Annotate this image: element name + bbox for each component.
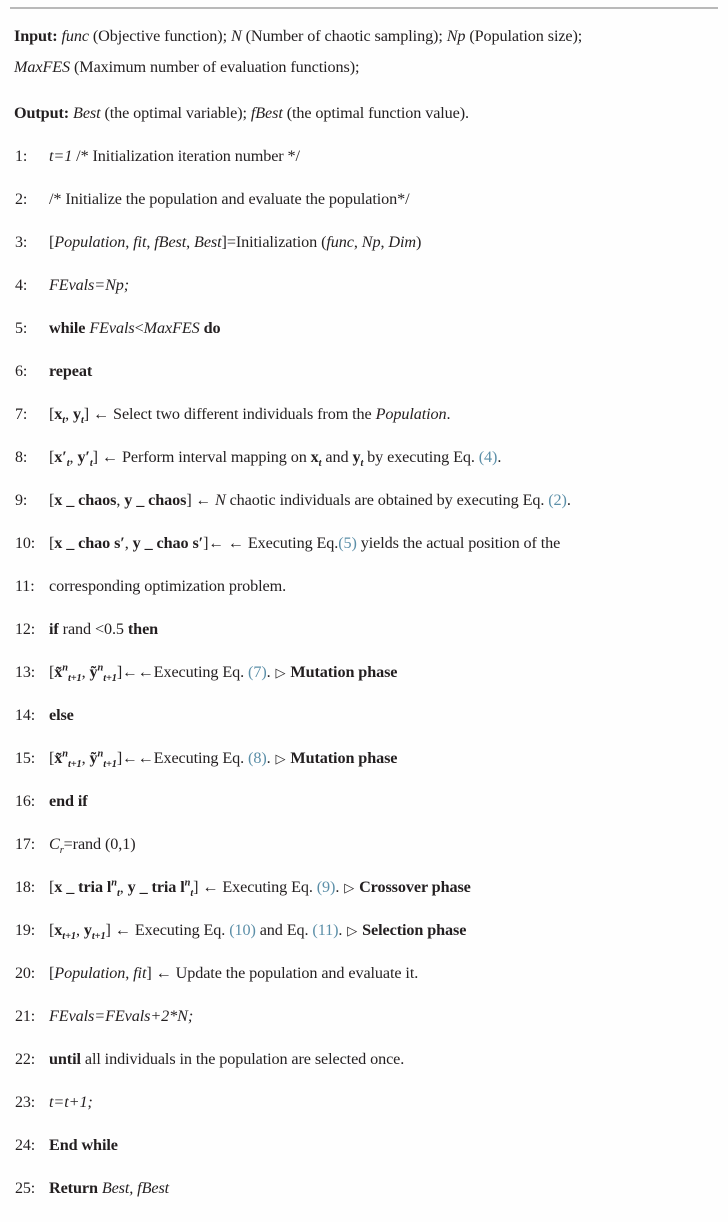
input-func-desc: (Objective function); — [92, 27, 227, 45]
step-row — [14, 1007, 714, 1050]
step-content — [49, 792, 714, 811]
step-number: 17: — [15, 836, 36, 853]
token-Best: Best — [194, 233, 222, 251]
var-x: $x_t$ — [54, 405, 66, 427]
eq-ref-4[interactable]: (4) — [478, 448, 498, 466]
bracket-open: [ — [49, 749, 55, 767]
step-number: 22: — [15, 1051, 36, 1068]
step-content: corresponding optimization problem. — [49, 577, 287, 595]
var-y: $y_t$ — [72, 405, 84, 427]
step-content — [49, 534, 714, 553]
step-row — [14, 749, 714, 792]
sep: , — [69, 448, 74, 466]
token-fBest: fBest — [250, 104, 283, 122]
step-row — [14, 534, 714, 577]
phase-selection: Selection phase — [362, 921, 467, 939]
step-number: 12: — [15, 621, 36, 638]
step-number: 21: — [15, 1008, 36, 1025]
step7-text: ← Select two different individuals from the — [93, 405, 372, 423]
token-Np: Np — [446, 27, 466, 45]
step-number: 18: — [15, 879, 36, 896]
step-content — [49, 319, 714, 338]
bracket-close: ] — [193, 878, 199, 896]
var-y-tilde: ỹ$^n_{t+1}$ — [89, 662, 117, 685]
sub-t: t — [116, 888, 120, 900]
bracket-open: [ — [49, 491, 55, 509]
var-y-next: $y_{t+1}$ — [83, 921, 106, 943]
y-trial-base: y _ tria l — [127, 878, 185, 896]
step-number: 13: — [15, 664, 36, 681]
phase-crossover: Crossover phase — [359, 878, 471, 896]
token-N: N — [230, 27, 242, 45]
step-row — [14, 1050, 714, 1093]
step-content — [49, 1093, 714, 1112]
step-number: 23: — [15, 1094, 36, 1111]
step-row — [14, 792, 714, 835]
kw-until: until — [49, 1050, 81, 1068]
bracket-close: ] — [105, 921, 111, 939]
sup-n: n — [111, 877, 117, 889]
step-content: [$x_t$, $y_t$] ← Select two different individuals from the Population. — [49, 405, 451, 427]
step-number: 4: — [15, 277, 28, 294]
sep: , — [81, 749, 86, 767]
var-x-tilde: x̃$^n_{t+1}$ — [54, 748, 82, 771]
token-FEvals: FEvals — [89, 319, 135, 337]
bracket-close: ] — [203, 534, 209, 552]
step-row — [14, 1093, 714, 1136]
token-Population: Population — [54, 964, 126, 982]
step-content: [x̃$^n_{t+1}$, ỹ$^n_{t+1}$]←←Executing Eq. (7). ▷ Mutation phase — [49, 662, 398, 685]
step-content: [$x_{t+1}$, $y_{t+1}$] ← Executing Eq. (10) and Eq. (11). ▷ Selection phase — [49, 921, 467, 943]
return-args: Best, fBest — [101, 1179, 170, 1197]
step-content: [Population, fit, fBest, Best]=Initialization (func, Np, Dim) — [49, 233, 422, 251]
step-row — [14, 964, 714, 1007]
kw-if: if — [49, 620, 59, 638]
algorithm-steps — [14, 147, 714, 1222]
eq-ref-7[interactable]: (7) — [248, 663, 267, 681]
step4-assign: FEvals=Np; — [49, 276, 130, 294]
step-row — [14, 1179, 714, 1222]
step-number: 5: — [15, 320, 28, 337]
step-number: 7: — [15, 406, 28, 423]
step-row — [14, 147, 714, 190]
bracket-open: [ — [49, 921, 55, 939]
step-row — [14, 491, 714, 534]
eq-ref-2[interactable]: (2) — [548, 491, 567, 509]
sub-t: t — [190, 888, 194, 900]
bracket-open: [ — [49, 448, 55, 466]
var-x-chaos-prime: x _ chao s′ — [54, 534, 125, 552]
step-number: 2: — [15, 191, 28, 208]
step-content — [49, 1179, 714, 1198]
var-x-tilde: x̃$^n_{t+1}$ — [54, 662, 82, 685]
kw-repeat: repeat — [49, 362, 93, 380]
init-call: ]=Initialization ( — [221, 233, 327, 251]
step-number: 15: — [15, 750, 36, 767]
step-content — [49, 620, 714, 639]
step-row — [14, 577, 714, 620]
step-number: 8: — [15, 449, 28, 466]
eq-ref-11[interactable]: (11) — [312, 921, 339, 939]
input-N-desc: (Number of chaotic sampling); — [245, 27, 443, 45]
var-x-chaos: x _ chaos — [54, 491, 117, 509]
step-row — [14, 448, 714, 491]
step20-text: ← Update the population and evaluate it. — [155, 964, 419, 982]
step-number: 20: — [15, 965, 36, 982]
output-best-desc: (the optimal variable); — [104, 104, 247, 122]
x-trial-base: x _ tria l — [54, 878, 112, 896]
token-MaxFES: MaxFES — [14, 58, 71, 76]
triangle-icon: ▷ — [344, 880, 355, 895]
algorithm-header — [14, 0, 714, 130]
sep: , — [125, 233, 130, 251]
sep: , — [65, 405, 70, 423]
step-content — [49, 706, 714, 725]
kw-else: else — [49, 706, 74, 724]
triangle-icon: ▷ — [347, 923, 358, 938]
output-label: Output: — [14, 104, 70, 122]
step9-text: chaotic individuals are obtained by executing Eq. — [229, 491, 545, 509]
token-fit: fit — [133, 964, 147, 982]
triangle-icon: ▷ — [275, 665, 286, 680]
token-Population: Population — [54, 233, 126, 251]
sep: , — [81, 663, 86, 681]
step-number: 1: — [15, 148, 28, 165]
step1-assign: t=1 — [49, 147, 73, 165]
step-number: 16: — [15, 793, 36, 810]
step-row — [14, 663, 714, 706]
input-maxfes-desc: (Maximum number of evaluation functions); — [74, 58, 360, 76]
step8-text: ← Perform interval mapping on — [101, 448, 307, 466]
token-fit: fit — [133, 233, 147, 251]
bracket-close: ] — [186, 491, 192, 509]
step-row — [14, 319, 714, 362]
assign-arrow: ← — [122, 664, 138, 681]
input-line-2 — [14, 51, 714, 84]
step18-exec: ← Executing Eq. — [202, 878, 313, 896]
eq-ref-8[interactable]: (8) — [248, 749, 267, 767]
sep: , — [124, 534, 129, 552]
step-content: [x _ chaos, y _ chaos] ← N chaotic individuals are obtained by executing Eq. (2). — [49, 491, 571, 509]
var-y-chaos-prime: y _ chao s′ — [132, 534, 204, 552]
var-cr — [49, 835, 64, 857]
phase-mutation: Mutation phase — [290, 749, 398, 767]
bracket-close: ] — [116, 663, 123, 681]
step19-and: and Eq. — [259, 921, 309, 939]
step-row — [14, 878, 714, 921]
kw-do: do — [203, 319, 221, 337]
step8-exec: by executing Eq. — [367, 448, 475, 466]
var-y-trial — [127, 877, 194, 900]
step-number: 10: — [15, 535, 36, 552]
step-number: 24: — [15, 1137, 36, 1154]
step-number: 19: — [15, 922, 36, 939]
token-MaxFES: MaxFES — [143, 319, 200, 337]
step19-exec: ← Executing Eq. — [114, 921, 226, 939]
step1-comment: /* Initialization iteration number */ — [76, 147, 300, 165]
sep: , — [119, 878, 124, 896]
step21-assign: FEvals=FEvals+2*N; — [49, 1007, 194, 1025]
step-content: [x _ tria $l^n_t$, y _ tria $l^n_t$] ← Executing Eq. (9). ▷ Crossover phase — [49, 877, 471, 900]
step-content: [$x'_t$, $y'_t$] ← Perform interval mapping on $x_t$ and $y_t$ by executing Eq. (4). — [49, 448, 502, 470]
token-fBest: fBest — [154, 233, 187, 251]
output-fbest-desc: (the optimal function value). — [286, 104, 469, 122]
step12-cond: rand <0.5 — [62, 620, 124, 638]
step-row — [14, 835, 714, 878]
step-number: 25: — [15, 1180, 36, 1197]
sep: , — [380, 233, 385, 251]
var-y: $y_t$ — [352, 448, 364, 470]
step10-exec: ← Executing Eq. — [227, 534, 339, 552]
top-divider — [10, 7, 718, 9]
step-row — [14, 405, 714, 448]
var-x-next: $x_{t+1}$ — [54, 921, 76, 943]
bracket-close: ] — [83, 405, 90, 423]
step-row — [14, 921, 714, 964]
step23-assign: t=t+1; — [49, 1093, 93, 1111]
step-row — [14, 706, 714, 749]
step-content — [49, 276, 714, 295]
step10-text: yields the actual position of the — [360, 534, 561, 552]
input-label: Input: — [14, 27, 58, 45]
step17-assign: =rand (0,1) — [63, 835, 136, 853]
triangle-icon: ▷ — [275, 751, 286, 766]
var-y-chaos: y _ chaos — [124, 491, 187, 509]
step-row — [14, 276, 714, 319]
token-N: N — [214, 491, 226, 509]
step-number: 3: — [15, 234, 28, 251]
eq-ref-9[interactable]: (9) — [316, 878, 336, 896]
step-row — [14, 190, 714, 233]
step2-comment: /* Initialize the population and evaluate the population*/ — [49, 190, 410, 208]
step-content — [49, 964, 714, 983]
var-y-prime: $y'_t$ — [77, 448, 93, 470]
output-line — [14, 97, 714, 130]
var-x: $x_t$ — [310, 448, 322, 470]
step-content — [49, 147, 714, 166]
step15-exec: ←Executing Eq. — [137, 749, 245, 767]
step-content — [49, 1007, 714, 1026]
lt-op: < — [134, 319, 144, 337]
bracket-open: [ — [49, 233, 55, 251]
assign-arrow: ← — [208, 535, 224, 552]
kw-return: Return — [49, 1179, 98, 1197]
input-line-1 — [14, 20, 714, 53]
bracket-open: [ — [49, 405, 55, 423]
token-Np: Np — [361, 233, 381, 251]
kw-end-while: End while — [49, 1136, 118, 1154]
kw-then: then — [127, 620, 159, 638]
step-number: 6: — [15, 363, 28, 380]
eq-ref-5[interactable]: (5) — [338, 534, 357, 552]
step-row — [14, 362, 714, 405]
bracket-close: ] — [116, 749, 123, 767]
step-content: [x̃$^n_{t+1}$, ỹ$^n_{t+1}$]←←Executing Eq. (8). ▷ Mutation phase — [49, 748, 398, 771]
sep: , — [75, 921, 80, 939]
token-Best: Best — [73, 104, 101, 122]
bracket-close: ] — [92, 448, 98, 466]
assign-arrow: ← — [195, 492, 211, 509]
sep: , — [116, 491, 121, 509]
sep: , — [186, 233, 191, 251]
step22-text: all individuals in the population are selected once. — [84, 1050, 405, 1068]
conj: and — [325, 448, 349, 466]
bracket-close: ] — [146, 964, 152, 982]
token-func: func — [61, 27, 89, 45]
var-y-tilde: ỹ$^n_{t+1}$ — [89, 748, 117, 771]
eq-ref-10[interactable]: (10) — [229, 921, 256, 939]
token-func: func — [326, 233, 354, 251]
phase-mutation: Mutation phase — [290, 663, 398, 681]
step-number: 11: — [15, 578, 35, 595]
token-Population: Population — [375, 405, 447, 423]
step-content — [49, 1136, 714, 1155]
kw-while: while — [49, 319, 86, 337]
step-row — [14, 233, 714, 276]
sup-n: n — [184, 877, 191, 889]
input-Np-desc: (Population size); — [469, 27, 583, 45]
step13-exec: ←Executing Eq. — [137, 663, 245, 681]
sep: , — [146, 233, 151, 251]
step-content — [49, 835, 714, 857]
step-number: 9: — [15, 492, 28, 509]
sep: , — [353, 233, 358, 251]
bracket-open: [ — [49, 878, 55, 896]
step-number: 14: — [15, 707, 36, 724]
var-x-trial — [54, 877, 120, 900]
cr-base: C — [49, 835, 60, 853]
kw-end-if: end if — [49, 792, 88, 810]
assign-arrow: ← — [122, 750, 138, 767]
step-content — [49, 190, 714, 209]
cr-subscript: r — [59, 845, 64, 857]
bracket-open: [ — [49, 534, 55, 552]
token-Dim: Dim — [388, 233, 416, 251]
sep: , — [125, 964, 130, 982]
step-content — [49, 362, 714, 381]
step-row — [14, 620, 714, 663]
step-content — [49, 1050, 714, 1069]
bracket-open: [ — [49, 663, 55, 681]
var-x-prime: $x'_t$ — [54, 448, 70, 470]
step-row — [14, 1136, 714, 1179]
bracket-open: [ — [49, 964, 55, 982]
